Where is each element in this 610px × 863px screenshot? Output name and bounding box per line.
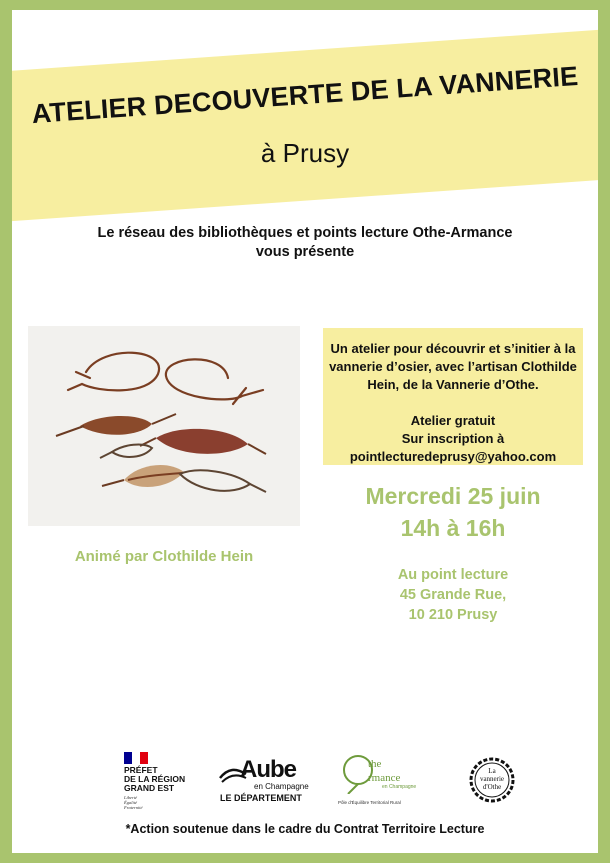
othe-name-2: rmance — [368, 772, 401, 784]
wicker-fish-4 — [102, 465, 184, 487]
info-line-2: vannerie d’osier, avec l’artisan Clothilde — [329, 359, 577, 374]
photo-caption: Animé par Clothilde Hein — [74, 548, 254, 565]
info-box — [323, 328, 583, 465]
wicker-fish-illustration — [28, 326, 300, 526]
event-datetime — [323, 480, 583, 544]
vannerie-line-1: La — [488, 767, 496, 775]
othe-tagline: Pôle d'Équilibre Territorial Rural — [338, 800, 401, 805]
location-line-3: 10 210 Prusy — [408, 607, 498, 623]
prefet-motto-2: Égalité — [124, 800, 137, 805]
info-line-4: Atelier gratuit — [410, 413, 496, 428]
event-date: Mercredi 25 juin — [365, 483, 541, 509]
intro-line-2: vous présente — [255, 244, 355, 260]
aube-en-champagne-logo — [218, 756, 310, 812]
poster-title: ATELIER DECOUVERTE DE LA VANNERIE — [30, 60, 580, 130]
vannerie-line-2: vannerie — [479, 775, 505, 783]
vannerie-othe-logo — [468, 756, 516, 804]
aube-sub: en Champagne — [254, 782, 309, 791]
location-line-1: Au point lecture — [397, 567, 509, 583]
basketry-photo — [28, 326, 300, 526]
footer-note: *Action soutenue dans le cadre du Contrat Territoire Lecture — [125, 822, 485, 836]
intro-line-1: Le réseau des bibliothèques et points lecture Othe-Armance — [97, 225, 513, 241]
intro-text — [62, 224, 548, 262]
poster-subtitle: à Prusy — [260, 138, 350, 168]
wicker-fish-5 — [180, 470, 266, 492]
prefet-line-2: DE LA RÉGION — [124, 774, 186, 784]
aube-name: Aube — [240, 756, 296, 783]
info-line-1: Un atelier pour découvrir et s’initier à la — [330, 341, 576, 356]
prefet-line-3: GRAND EST — [124, 783, 175, 793]
prefet-motto-1: Liberté — [124, 795, 137, 800]
prefet-grand-est-logo — [124, 752, 192, 814]
prefet-motto-3: Fraternité — [124, 805, 143, 810]
aube-dept: LE DÉPARTEMENT — [220, 793, 302, 803]
othe-armance-logo — [338, 750, 418, 814]
event-location — [323, 565, 583, 625]
info-spacer — [329, 394, 577, 412]
wicker-fish-3 — [100, 445, 152, 458]
othe-name-1: the — [368, 758, 382, 770]
vannerie-line-3: d'Othe — [482, 783, 502, 791]
wicker-fish-1 — [56, 414, 176, 436]
info-line-5: Sur inscription à — [401, 431, 505, 446]
info-line-3: Hein, de la Vannerie d’Othe. — [367, 377, 539, 392]
othe-sub: en Champagne — [382, 784, 417, 790]
event-time: 14h à 16h — [400, 515, 506, 541]
prefet-line-1: PRÉFET — [124, 765, 158, 775]
poster — [12, 10, 598, 853]
partner-logos — [12, 748, 598, 818]
contact-email[interactable]: pointlecturedeprusy@yahoo.com — [349, 449, 557, 464]
wicker-fish-2 — [140, 429, 266, 454]
french-flag-icon — [124, 752, 148, 764]
location-line-2: 45 Grande Rue, — [399, 587, 507, 603]
